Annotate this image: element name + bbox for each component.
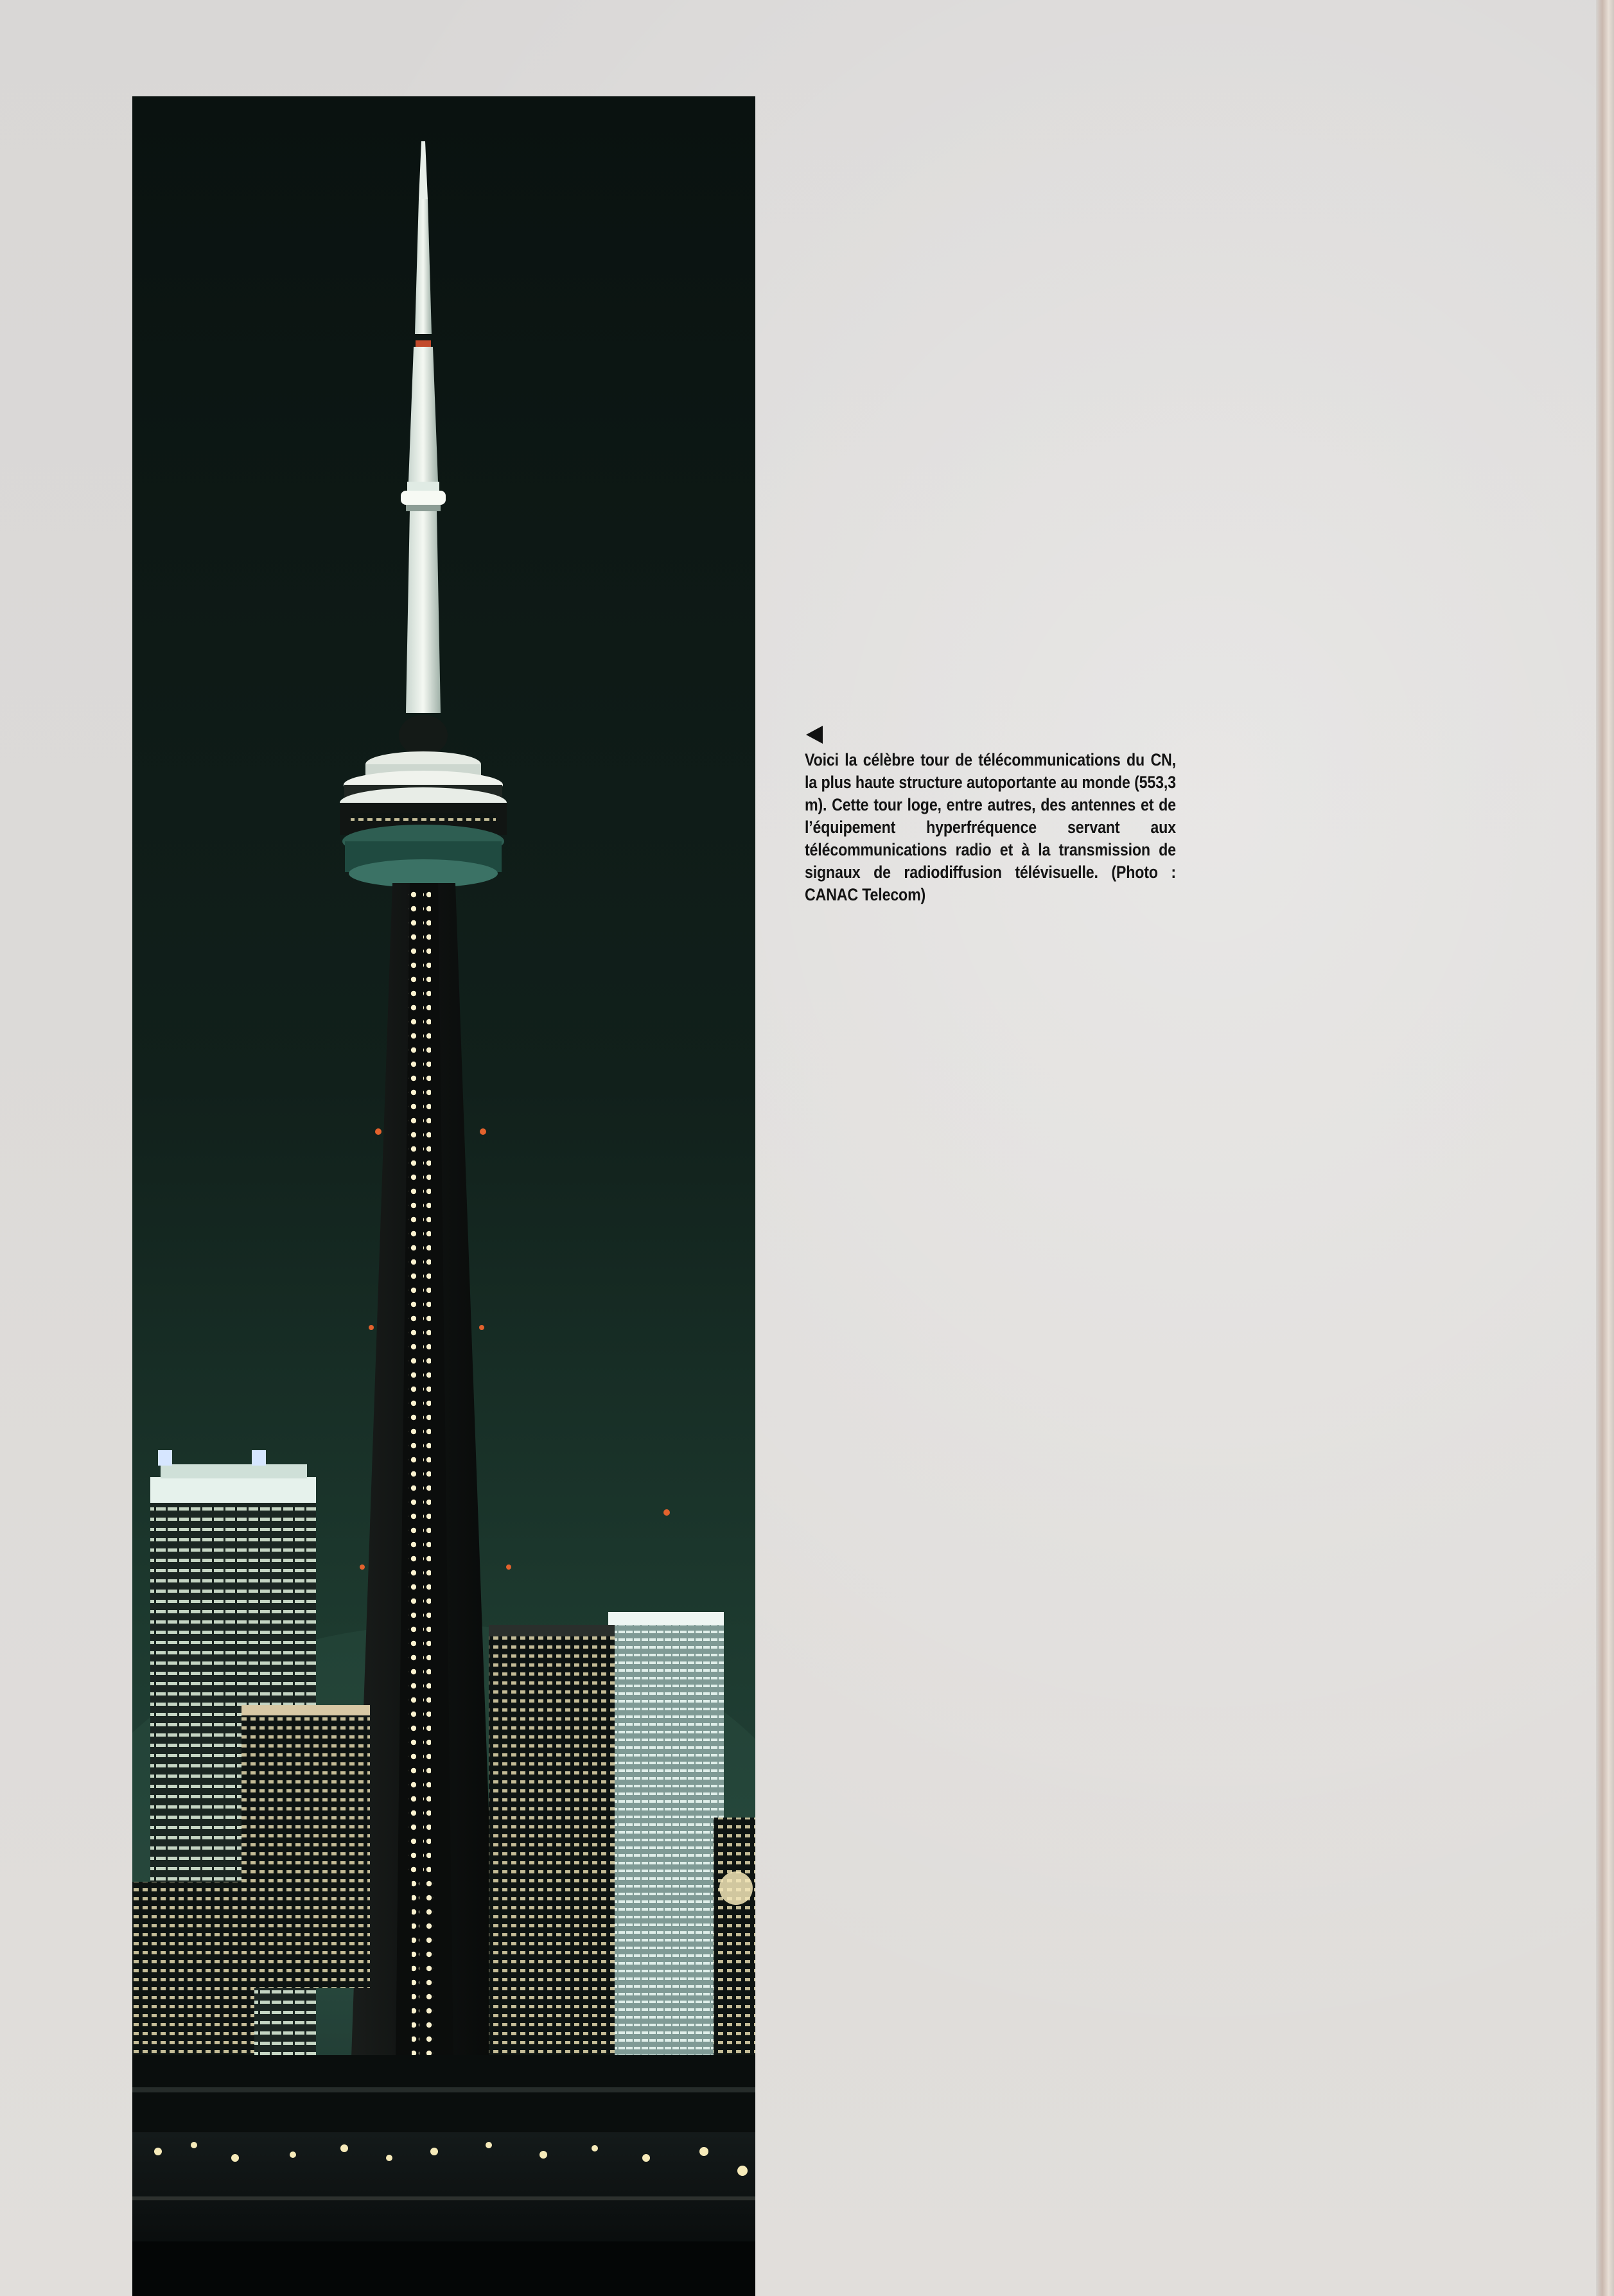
page-binding-edge [1596,0,1614,2296]
cn-tower-photo [132,96,755,2296]
cn-tower-illustration [132,96,755,2296]
left-pointer-icon [806,726,823,744]
caption-text: Voici la célèbre tour de télécommunications du CN, la plus haute structure autoportante au monde (553,3 m). Cette tour loge, entre autres, des antennes et de l’équipement hyperfréquence servant aux télécommunications radio et à la transmission de signaux de radiodiffusion télévisuelle. (Photo : CANAC Telecom) [805,750,1176,904]
photo-caption [805,726,1177,906]
